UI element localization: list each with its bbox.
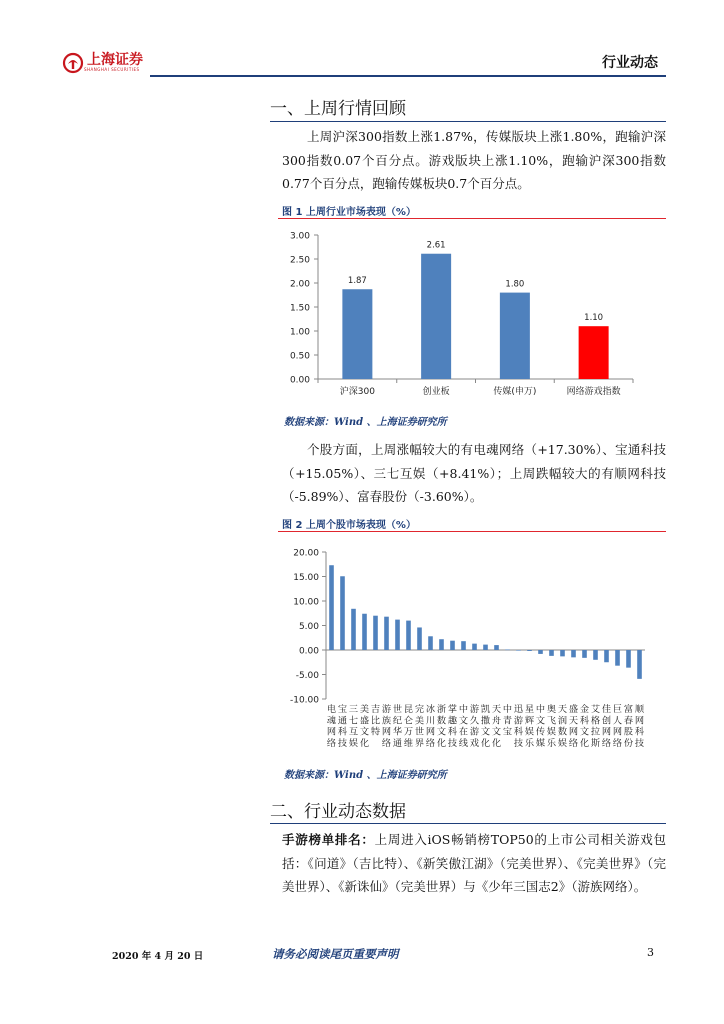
brand-logo (62, 50, 143, 76)
y-tick-label: 0.00 (298, 646, 319, 657)
x-tick-label: 宝通科技 (337, 704, 348, 749)
figure2-divider (278, 531, 666, 532)
bar (472, 644, 477, 650)
bar (450, 641, 455, 650)
y-tick-label: 0.50 (289, 351, 310, 362)
x-tick-label: 完美世界 (414, 704, 425, 749)
section1-divider (270, 121, 666, 122)
section2-divider (270, 823, 666, 824)
x-tick-label: 三七互娱 (348, 704, 359, 749)
y-tick-label: -5.00 (295, 671, 319, 681)
footer-notice: 请务必阅读尾页重要声明 (272, 947, 399, 961)
bar (579, 326, 609, 379)
x-tick-label: 美盛文化 (359, 704, 370, 749)
x-tick-label: 中文在线 (458, 704, 469, 749)
y-tick-label: 1.00 (289, 327, 310, 338)
paragraph2-text: 个股方面，上周涨幅较大的有电魂网络（+17.30%）、宝通科技（+15.05%）、三七互娱（+8.41%）；上周跌幅较大的有顺网科技（-5.89%）、富春股份（-3.60%）。 (282, 442, 666, 504)
figure2-source: 数据来源：Wind 、上海证券研究所 (284, 770, 447, 781)
bar (362, 614, 367, 650)
x-tick-label: 天润数娱 (557, 704, 568, 749)
bar (560, 650, 565, 656)
bar (571, 650, 576, 657)
figure1-source: 数据来源：Wind 、上海证券研究所 (284, 417, 447, 428)
bar (384, 617, 389, 650)
x-tick-label: 创业板 (422, 387, 450, 397)
x-tick-label: 游久游戏 (469, 704, 480, 749)
y-tick-label: 3.00 (289, 231, 310, 242)
bar (615, 650, 620, 666)
bar (329, 565, 334, 650)
bar (395, 620, 400, 650)
bar (340, 576, 345, 650)
y-tick-label: -10.00 (289, 695, 319, 706)
figure2-chart (278, 542, 658, 752)
x-tick-label: 冰川网络 (425, 704, 436, 749)
x-tick-label: 艾格拉斯 (590, 704, 601, 749)
figure1-title: 图 1 上周行业市场表现（%） (282, 207, 416, 218)
bar (494, 645, 499, 650)
x-tick-label: 富春股份 (623, 704, 634, 749)
bar (500, 293, 530, 379)
bar (417, 627, 422, 650)
bar (461, 641, 466, 650)
x-tick-label: 顺网科技 (634, 704, 645, 749)
x-tick-label: 巨人网络 (612, 704, 623, 749)
x-tick-label: 中青宝 (502, 704, 513, 738)
x-tick-label: 网络游戏指数 (566, 387, 621, 397)
data-label: 1.87 (347, 276, 367, 287)
x-tick-label: 吉比特 (370, 704, 381, 738)
bar (421, 254, 451, 379)
x-tick-label: 金科文化 (579, 704, 590, 749)
bar (637, 650, 642, 679)
bar (538, 650, 543, 654)
x-tick-label: 天舟文化 (491, 704, 502, 749)
section1-paragraph (282, 125, 666, 196)
x-tick-label: 沪深300 (339, 387, 375, 397)
bar (428, 636, 433, 650)
bar (505, 650, 510, 651)
section1-paragraph-text: 上周沪深300指数上涨1.87%，传媒版块上涨1.80%，跑输沪深300指数0.07个百分点。游戏版块上涨1.10%，跑输沪深300指数0.77个百分点，跑输传媒板块0.7个百分点。 (282, 129, 666, 191)
y-tick-label: 2.50 (289, 255, 310, 266)
data-label: 2.61 (426, 240, 446, 251)
bar (549, 650, 554, 656)
x-tick-label: 盛天网络 (568, 704, 579, 749)
x-tick-label: 佳创网络 (601, 704, 612, 749)
bar (483, 645, 488, 650)
bar (351, 609, 356, 650)
bar (516, 650, 521, 651)
y-tick-label: 15.00 (293, 573, 319, 583)
section2-paragraph-text: 上周进入iOS畅销榜TOP50的上市公司相关游戏包括：《问道》（吉比特）、《新笑傲江湖》（完美世界）、《完美世界》（完美世界）、《新诛仙》（完美世界）与《少年三国志2》（游族网络）。 (282, 832, 666, 894)
section2-title: 二、行业动态数据 (270, 802, 406, 822)
x-tick-label: 掌趣科技 (447, 704, 458, 749)
y-tick-label: 20.00 (293, 548, 319, 559)
bar (439, 639, 444, 650)
y-tick-label: 1.50 (289, 303, 310, 314)
x-tick-label: 奥飞娱乐 (546, 704, 557, 749)
section-label: 行业动态 (602, 55, 658, 71)
figure1-divider (278, 218, 666, 219)
y-tick-label: 2.00 (289, 279, 310, 290)
logo-text: 上海证券 (87, 52, 143, 68)
page-number: 3 (647, 946, 654, 959)
data-label: 1.10 (584, 313, 604, 324)
section2-paragraph (282, 828, 666, 899)
x-tick-label: 星辉娱乐 (524, 704, 535, 749)
x-tick-label: 游族网络 (381, 704, 392, 749)
header-divider (150, 75, 666, 77)
bar (582, 650, 587, 658)
bar (604, 650, 609, 662)
bar (527, 650, 532, 651)
section1-title: 一、上周行情回顾 (270, 99, 406, 119)
logo-subtext: SHANGHAI SECURITIES (84, 67, 140, 72)
x-tick-label: 传媒(申万) (493, 387, 537, 397)
logo-emblem-icon (62, 52, 84, 74)
bar (626, 650, 631, 668)
x-tick-label: 昆仑万维 (403, 704, 414, 749)
data-label: 1.80 (505, 279, 525, 290)
x-tick-label: 迅游科技 (513, 704, 524, 749)
y-tick-label: 5.00 (298, 622, 319, 632)
x-tick-label: 世纪华通 (392, 704, 403, 749)
paragraph2 (282, 438, 666, 509)
bar (373, 616, 378, 650)
bar (406, 621, 411, 650)
y-tick-label: 10.00 (293, 597, 319, 608)
section2-paragraph-label: 手游榜单排名： (282, 832, 375, 847)
bar (593, 650, 598, 660)
y-tick-label: 0.00 (289, 375, 310, 386)
x-tick-label: 中文传媒 (535, 704, 546, 749)
x-tick-label: 电魂网络 (326, 704, 337, 749)
figure2-title: 图 2 上周个股市场表现（%） (282, 520, 416, 531)
figure1-chart (278, 222, 648, 410)
x-tick-label: 浙数文化 (436, 704, 447, 749)
bar (342, 289, 372, 379)
footer-date: 2020 年 4 月 20 日 (112, 951, 204, 962)
x-tick-label: 凯撒文化 (480, 704, 491, 749)
